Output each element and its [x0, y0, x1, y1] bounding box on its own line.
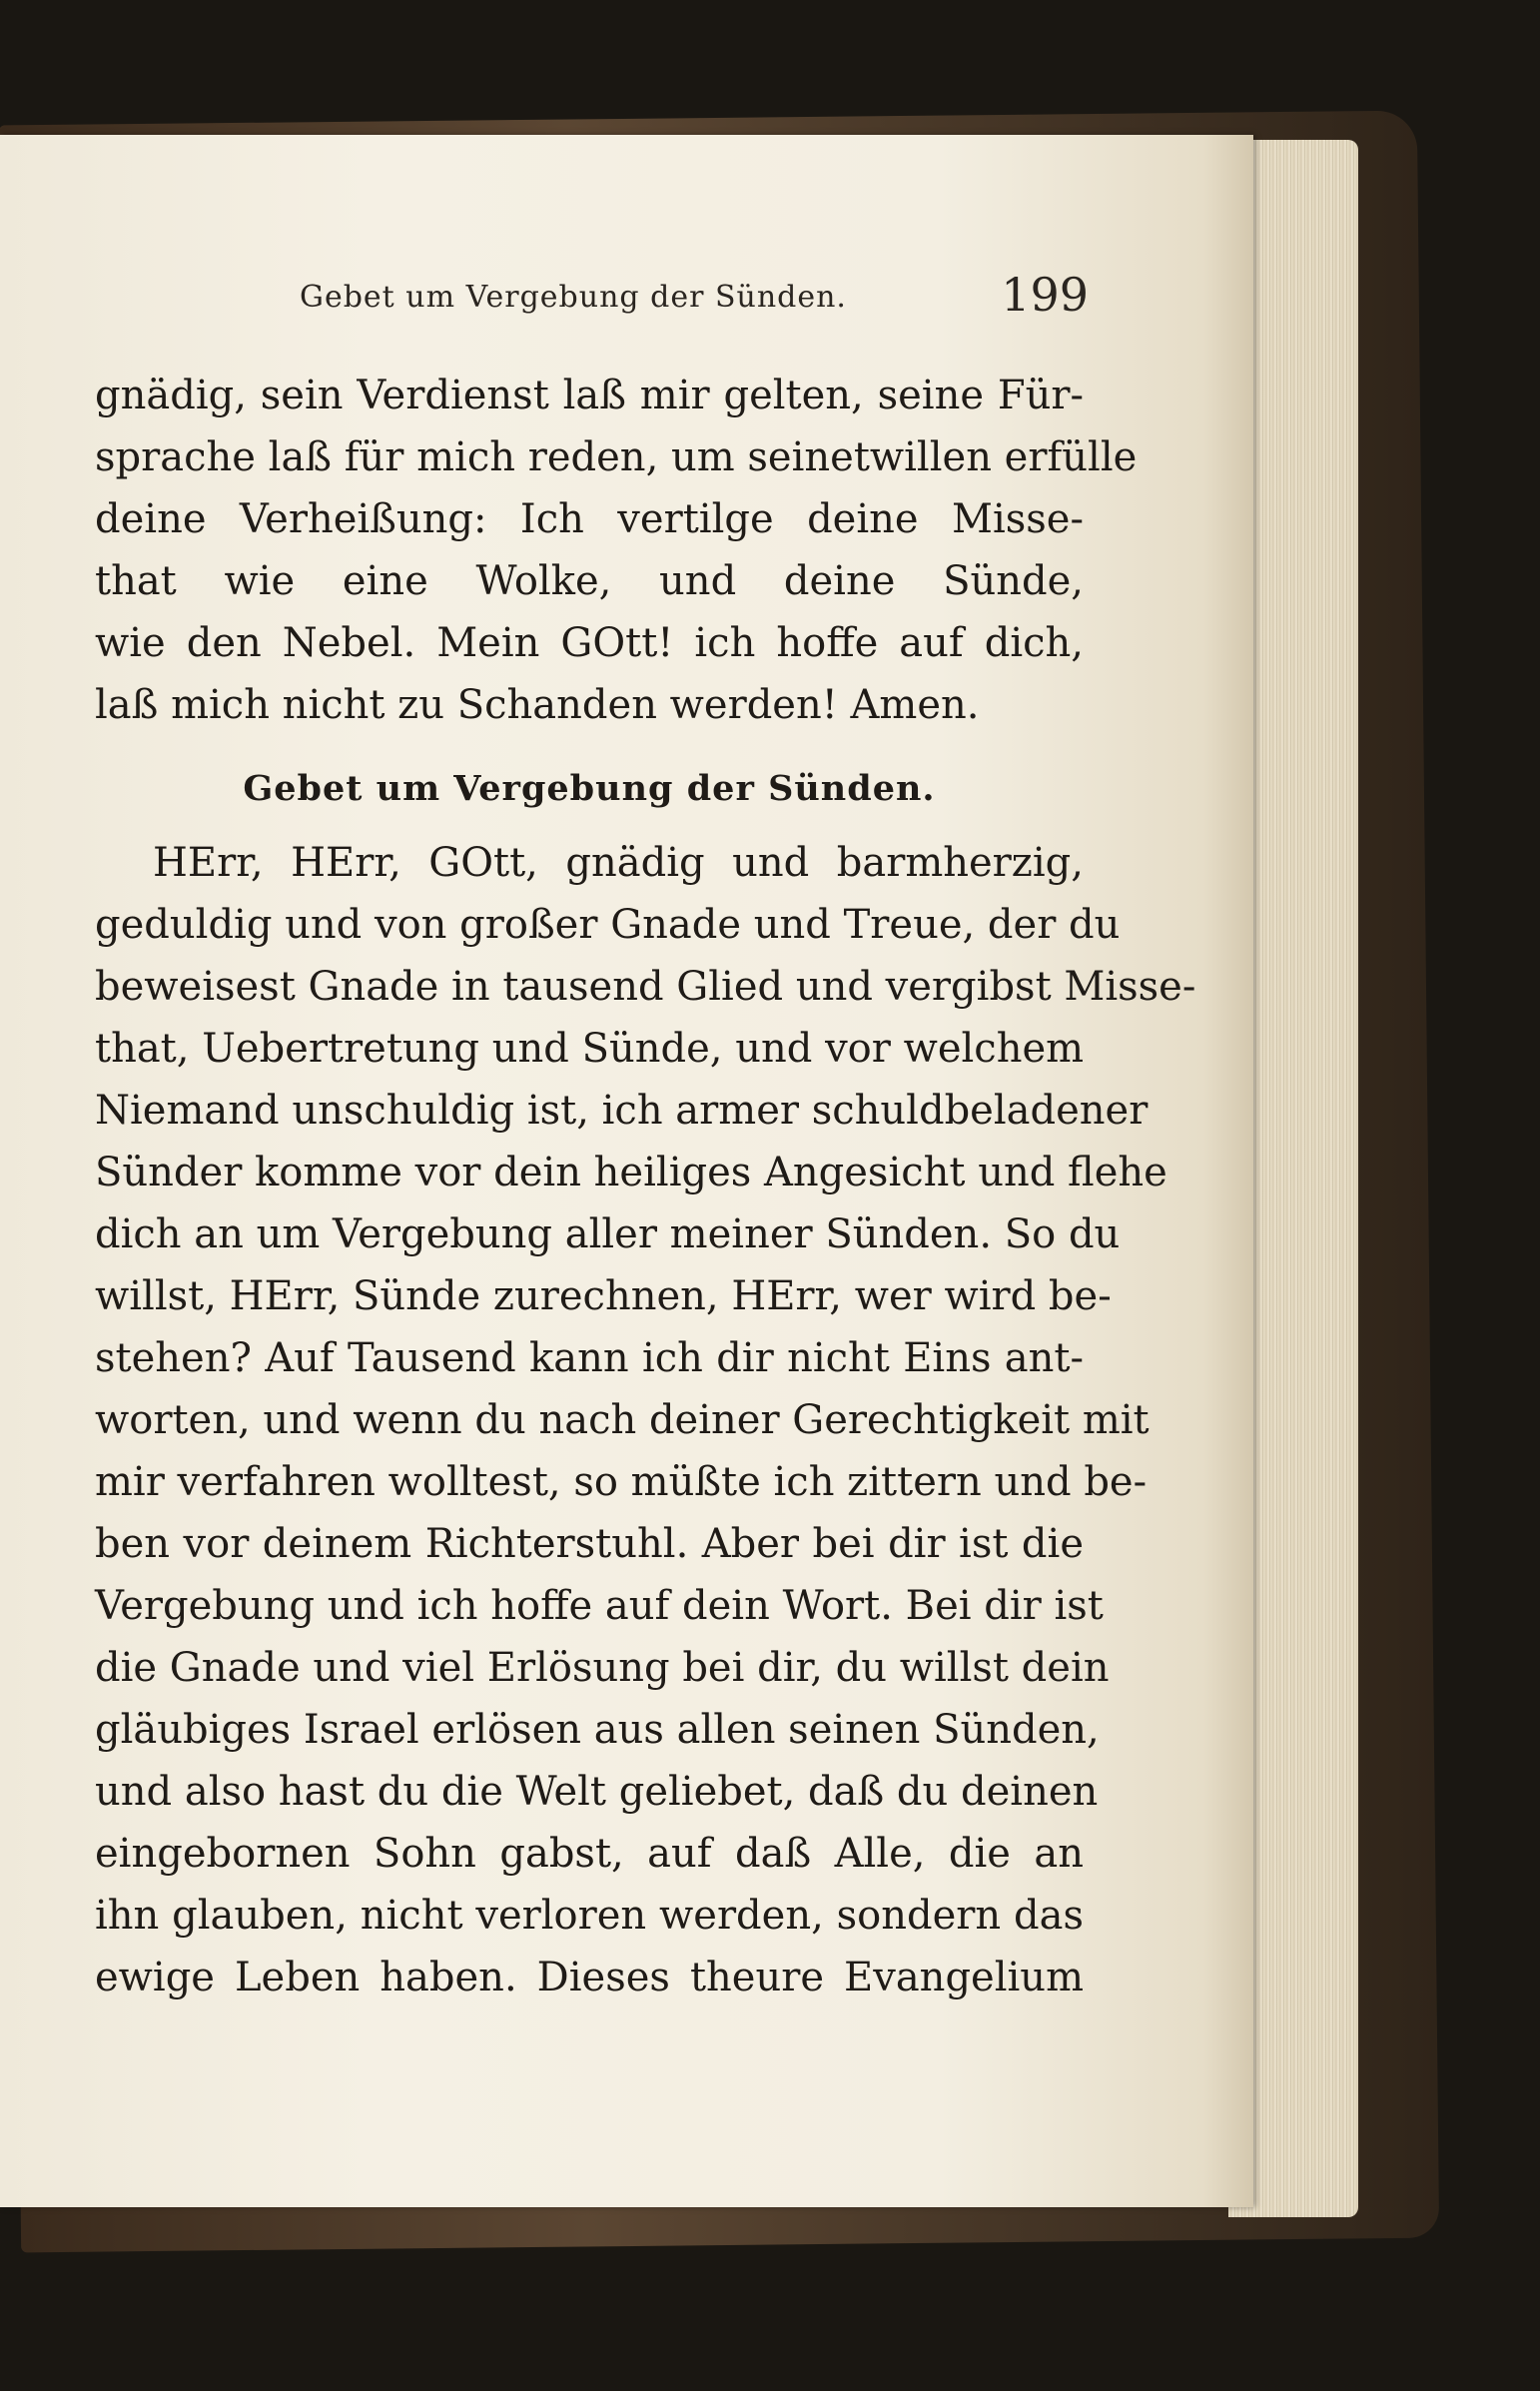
- text-line: willst, HErr, Sünde zurechnen, HErr, wer wird be-: [95, 1273, 1112, 1319]
- text-line: beweisest Gnade in tausend Glied und vergibst Misse-: [95, 964, 1196, 1010]
- text-line: die Gnade und viel Erlösung bei dir, du willst dein: [95, 1645, 1110, 1691]
- text-line: deine Verheißung: Ich vertilge deine Misse-: [95, 496, 1084, 542]
- text-line: stehen? Auf Tausend kann ich dir nicht Eins ant-: [95, 1335, 1084, 1381]
- text-line: Vergebung und ich hoffe auf dein Wort. Bei dir ist: [95, 1583, 1104, 1629]
- text-line: that wie eine Wolke, und deine Sünde,: [95, 558, 1084, 604]
- text-line: ewige Leben haben. Dieses theure Evangelium: [95, 1955, 1084, 2000]
- text-line: dich an um Vergebung aller meiner Sünden. So du: [95, 1211, 1121, 1257]
- text-line: Sünder komme vor dein heiliges Angesicht und flehe: [95, 1150, 1167, 1196]
- text-line: laß mich nicht zu Schanden werden! Amen.: [95, 682, 980, 728]
- text-line: ihn glauben, nicht verloren werden, sondern das: [95, 1893, 1084, 1939]
- text-line: ben vor deinem Richterstuhl. Aber bei dir ist die: [95, 1521, 1084, 1567]
- text-line: Niemand unschuldig ist, ich armer schuldbeladener: [95, 1088, 1149, 1134]
- text-line: gnädig, sein Verdienst laß mir gelten, seine Für-: [95, 373, 1084, 418]
- text-line: eingebornen Sohn gabst, auf daß Alle, die an: [95, 1831, 1084, 1877]
- text-line: mir verfahren wolltest, so müßte ich zittern und be-: [95, 1459, 1148, 1505]
- text-line: that, Uebertretung und Sünde, und vor welchem: [95, 1026, 1085, 1072]
- page-header: [300, 268, 1089, 328]
- text-line: gläubiges Israel erlösen aus allen seinen Sünden,: [95, 1707, 1100, 1753]
- text-line: sprache laß für mich reden, um seinetwillen erfülle: [95, 434, 1138, 480]
- body-text: [95, 365, 1196, 2008]
- text-line: HErr, HErr, GOtt, gnädig und barmherzig,: [153, 840, 1084, 886]
- page-number: 199: [1001, 268, 1089, 322]
- text-line: worten, und wenn du nach deiner Gerechtigkeit mit: [95, 1397, 1150, 1443]
- running-head: Gebet um Vergebung der Sünden.: [300, 280, 847, 315]
- text-line: und also hast du die Welt geliebet, daß du deinen: [95, 1769, 1099, 1815]
- text-line: wie den Nebel. Mein GOtt! ich hoffe auf dich,: [95, 620, 1084, 666]
- text-line: geduldig und von großer Gnade und Treue, der du: [95, 902, 1121, 948]
- section-title: Gebet um Vergebung der Sünden.: [243, 768, 936, 809]
